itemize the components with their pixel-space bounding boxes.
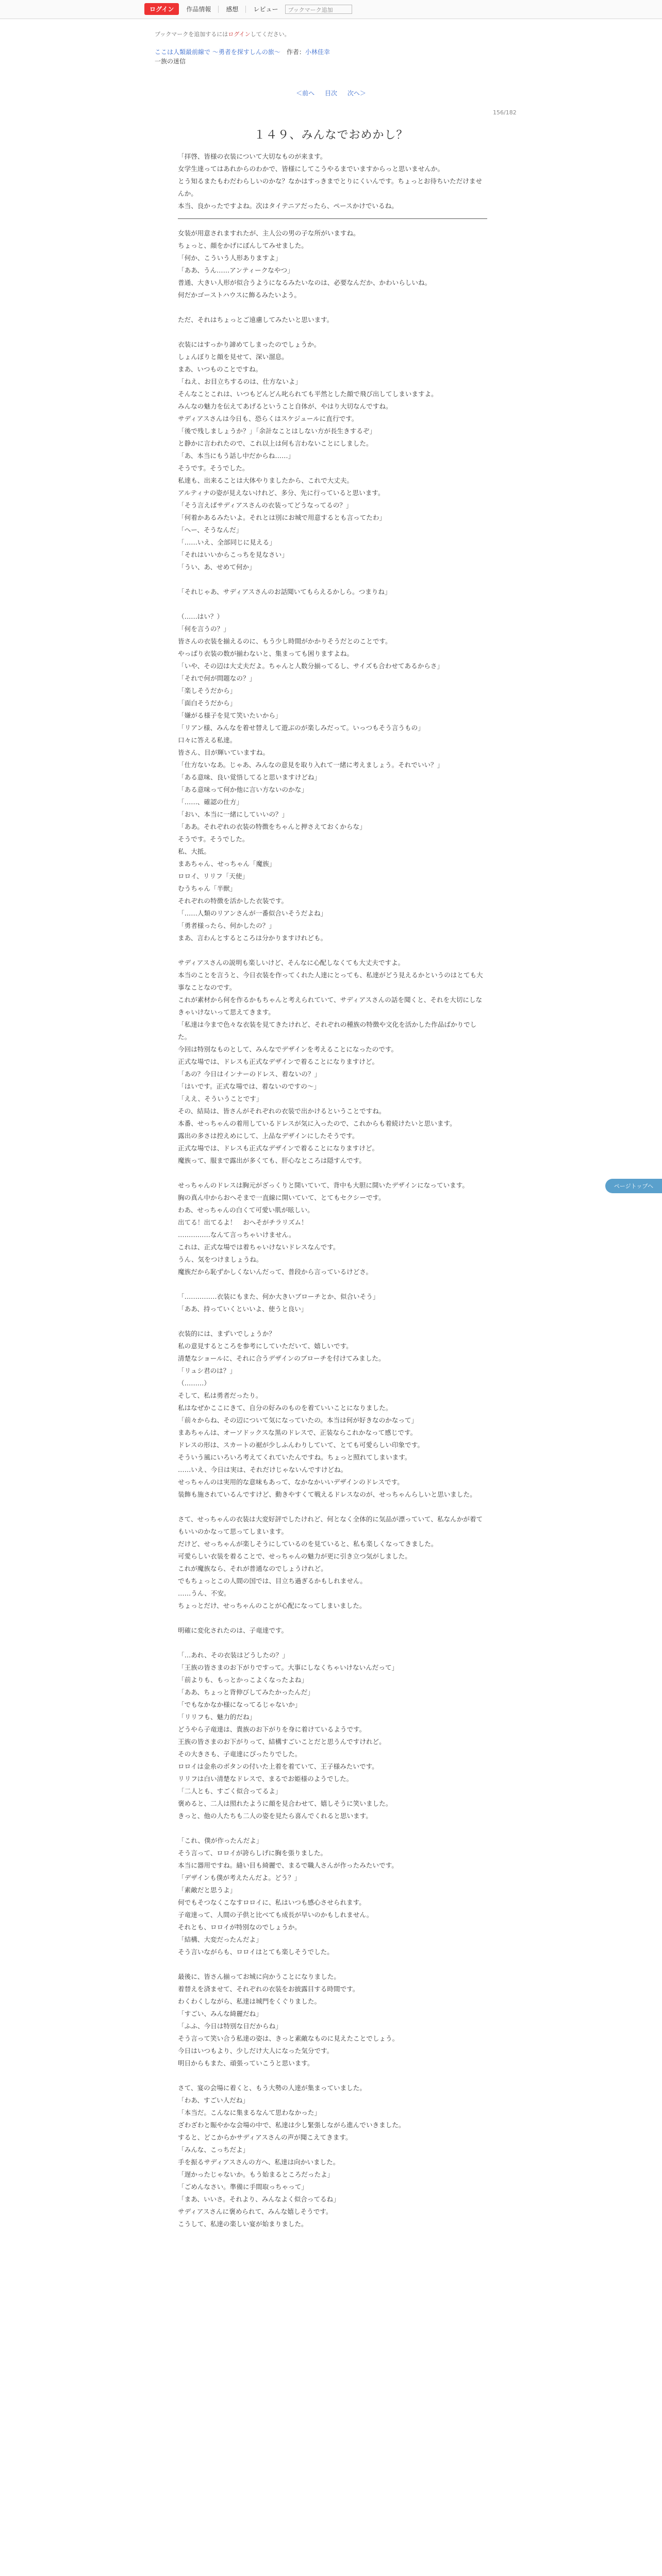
body-line: （………） xyxy=(178,1379,210,1387)
top-navigation-inner xyxy=(144,3,352,15)
top-navigation-bar xyxy=(0,0,662,19)
body-line xyxy=(178,301,487,314)
body-line: 「リアン様、みんなを着せ替えして遊ぶのが楽しみだって。いっつもそう言うもの」 xyxy=(178,724,424,732)
body-line: 「あ、本当にもう話し中だからね……」 xyxy=(178,452,295,460)
body-line: 「勇者様ったら、何かしたの？」 xyxy=(178,922,275,929)
body-line: 何でもそつなくこなすロロイに、私はいつも感心させられます。 xyxy=(178,1899,366,1906)
body-line: 本番、せっちゃんの着用しているドレスが気に入ったので、これからも着続けたいと思います。 xyxy=(178,1120,456,1127)
body-line: ちょっと、顔をかげにぽんしてみせました。 xyxy=(178,242,308,249)
body-line: 「ああ、持っていくといいよ、使うと良い」 xyxy=(178,1305,308,1313)
chapter-title: １４９、みんなでおめかし？ xyxy=(254,129,408,142)
paragraph-gap xyxy=(178,1278,487,1291)
body-line: 「王族の皆さまのお下がりですって。大事にしなくちゃいけないんだって」 xyxy=(178,1664,399,1671)
body-line: ロロイは金糸のボタンの付いた上着を着ていて、王子様みたいです。 xyxy=(178,1762,378,1770)
body-line: 「おい、本当に一緒にしていいの？」 xyxy=(178,810,289,818)
body-line: アルティナの姿が見えないけれど、多分、先に行っていると思います。 xyxy=(178,489,385,497)
body-line: 正式な場では、ドレスも正式なデザインで着ることになりますけど。 xyxy=(178,1144,379,1152)
body-line: 「はいです。正式な場では、着ないのですの～」 xyxy=(178,1082,321,1090)
bookmark-add-field[interactable]: ブックマーク追加 xyxy=(285,5,352,14)
body-line: 女装が用意されますれたが、主人公の男の子な所がいますね。 xyxy=(178,229,360,237)
paragraph-gap xyxy=(178,326,487,338)
body-line: 「ああ。それぞれの衣装の特徴をちゃんと押さえておくからな」 xyxy=(178,823,366,831)
body-line: 「そう言えばサディアスさんの衣装ってどうなってるの？」 xyxy=(178,501,353,509)
paragraph-gap xyxy=(178,573,487,586)
body-line: 「まあ、いいさ。それより、みんなよく似合ってるね」 xyxy=(178,2195,340,2203)
body-line: 「いや、その辺は大丈夫だよ。ちゃんと人数分揃ってるし、サイズも合わせてあるからさ」 xyxy=(178,662,444,670)
body-line: 「それで何が問題なの？」 xyxy=(178,674,256,682)
body-line: 皆さん、目が輝いていますね。 xyxy=(178,749,270,756)
body-line: 本当に器用ですね。縫い目も綺麗で、まるで職人さんが作ったみたいです。 xyxy=(178,1861,398,1869)
body-line: 「リリフも、魅力的だね」 xyxy=(178,1713,256,1721)
body-line: 王族の皆さまのお下がりって、結構すごいことだと思うんですけれど。 xyxy=(178,1738,386,1745)
body-line: と静かに言われたので、これ以上は何も言わないことにしました。 xyxy=(178,439,373,447)
body-line: 「結構、大変だったんだよ」 xyxy=(178,1936,262,1943)
body-line: 「…あれ、その衣装はどうしたの？」 xyxy=(178,1651,289,1659)
body-line: 「うい、あ、せめて何か」 xyxy=(178,563,256,571)
body-line: そうです。そうでした。 xyxy=(178,835,249,843)
body-line: 女学生達ってはあれからのわかで、皆様にしてこうやるまでいますからっと思いませんか。 xyxy=(178,165,444,173)
author-prefix: 作者： xyxy=(286,48,305,56)
body-line: まあちゃん、せっちゃん「魔族」 xyxy=(178,860,276,868)
body-line: 正式な場では、ドレスも正式なデザインで着ることになりますけど。 xyxy=(178,1058,379,1065)
body-line: 「拝啓、皆様の衣装について大切なものが来ます。 xyxy=(178,152,327,160)
login-button[interactable]: ログイン xyxy=(144,3,179,15)
body-line: 口々に答える私達。 xyxy=(178,736,237,744)
nav-divider xyxy=(245,6,246,13)
body-line: しょんぼりと顔を見せて、深い溜息。 xyxy=(178,353,288,361)
section-separator xyxy=(178,218,487,219)
toc-link[interactable]: 目次 xyxy=(324,90,337,97)
body-line: 「何を言うの？」 xyxy=(178,625,230,633)
body-line: 褒めると、二人は照れたように顔を見合わせて、嬉しそうに笑いました。 xyxy=(178,1800,392,1807)
body-line: 子竜達って、人間の子供と比べても成長が早いのかもしれません。 xyxy=(178,1911,373,1919)
body-line: 「私達は今まで色々な衣装を見てきたけれど、それぞれの種族の特徴や文化を活かした作品ばかりでした。 xyxy=(178,1021,477,1041)
paragraph-gap xyxy=(178,1501,487,1513)
body-line: 最後に、皆さん揃ってお城に向かうことになりました。 xyxy=(178,1973,340,1980)
body-line: むうちゃん「半獣」 xyxy=(178,885,237,892)
prev-link[interactable]: ＜前へ xyxy=(296,90,315,97)
body-line: そうです。そうでした。 xyxy=(178,464,249,472)
page-top-button[interactable]: ページトップへ xyxy=(605,1179,662,1193)
body-line: 「でもなかなか様になってるじゃないか」 xyxy=(178,1701,302,1708)
body-line: 本当のことを言うと、今日衣装を作ってくれた人達にとっても、私達がどう見えるかというのはとても大事なことなのです。 xyxy=(178,971,483,991)
body-line: 「デザインも僕が考えたんだよ。どう？」 xyxy=(178,1874,301,1882)
body-line: サディアスさんの説明も楽しいけど、そんなに心配しなくても大丈夫ですよ。 xyxy=(178,959,405,967)
body-line: そんなことこれは、いつもどんどん叱られても平然とした顔で飛び出してしまいますよ。 xyxy=(178,390,438,398)
paragraph-gap xyxy=(178,1958,487,1971)
body-line: だけど、せっちゃんが楽しそうにしているのを見ていると、私も楽しくなってきました。 xyxy=(178,1540,438,1548)
body-line: ……うん、不安。 xyxy=(178,1589,230,1597)
body-line: そして、私は勇者だったり。 xyxy=(178,1392,262,1399)
body-line: 普通、大きい人形が似合うようになるみたいなのは、必要なんだか、かわいらしいね。 xyxy=(178,279,432,286)
body-line: 「リュシ君のは？」 xyxy=(178,1367,236,1375)
body-line: その大きさも、子竜達にぴったりでした。 xyxy=(178,1750,302,1758)
body-line: その、結局は、皆さんがそれぞれの衣装で出かけるということですね。 xyxy=(178,1107,386,1115)
body-line: 魔族って、服まで露出が多くても、肝心なところは隠すんです。 xyxy=(178,1157,366,1164)
body-line: 「……いえ、全部同じに見える」 xyxy=(178,538,276,546)
body-line: 「後で残しましょうか？」「余計なことはしない方が長生きするぞ」 xyxy=(178,427,376,435)
body-line: ……………なんて言っちゃいけません。 xyxy=(178,1231,295,1239)
body-line: 「二人とも、すごく似合ってるよ」 xyxy=(178,1787,282,1795)
body-line: 衣装的には、まずいでしょうか？ xyxy=(178,1330,275,1337)
body-line: 「……………衣装にもまた、何か大きいブローチとか、似合いそう」 xyxy=(178,1293,379,1300)
body-line: どうやら子竜達は、貴族のお下がりを身に着けているようです。 xyxy=(178,1725,366,1733)
body-line: まあちゃんは、オーソドックスな黒のドレスで、正装ならこれかなって感じです。 xyxy=(178,1429,417,1436)
body-line: 「仕方ないなあ。じゃあ、みんなの意見を取り入れて一緒に考えましょう。それでいい？」 xyxy=(178,761,444,769)
body-line: 「前よりも、もっとかっこよくなったよね」 xyxy=(178,1676,308,1684)
body-line: 「本当だ。こんなに集まるなんて思わなかった」 xyxy=(178,2109,321,2116)
body-line: 魔族だから恥ずかしくないんだって、普段から言っているけどさ。 xyxy=(178,1268,373,1276)
body-line: 「何着かあるみたいよ。それとは別にお城で用意するとも言ってたわ」 xyxy=(178,514,386,521)
body-line: 何だかゴーストハウスに飾るみたいよう。 xyxy=(178,291,301,299)
body-line: でもちょっとこの人間の国では、目立ち過ぎるかもしれません。 xyxy=(178,1577,367,1585)
body-line: 「嫌がる様子を見て笑いたいから」 xyxy=(178,711,282,719)
body-line: 「遅かったじゃないか。もう始まるところだったよ」 xyxy=(178,2171,334,2178)
body-line: ……いえ、今日は実は、それだけじゃないんですけどね。 xyxy=(178,1466,347,1473)
notice-text: ブックマークを追加するには xyxy=(155,31,228,38)
body-line: ただ、それはちょっとご遠慮してみたいと思います。 xyxy=(178,316,334,324)
body-line: 出てる！出てるよ！ おへそがチラリズム！ xyxy=(178,1218,308,1226)
body-line: これは、正式な場では着ちゃいけないドレスなんです。 xyxy=(178,1243,340,1251)
body-line: ドレスの形は、スカートの裾が少しふんわりしていて、とても可愛らしい印象です。 xyxy=(178,1441,424,1449)
body-line: きっと、他の人たちも二人の姿を見たら喜んでくれると思います。 xyxy=(178,1812,372,1820)
body-line: 装飾も施されているんですけど、動きやすくて戦えるドレスなのが、せっちゃんらしいと思いました。 xyxy=(178,1490,476,1498)
author-link[interactable]: 小林佳幸 xyxy=(305,48,330,56)
nav-divider xyxy=(218,6,219,13)
body-line xyxy=(178,1637,487,1649)
body-line: 可愛らしい衣装を着ることで、せっちゃんの魅力が更に引き立つ気がしました。 xyxy=(178,1552,411,1560)
body-line: 「すごい、みんな綺麗だね」 xyxy=(178,2010,262,2018)
body-line: 明日からもまた、頑張っていこうと思います。 xyxy=(178,2059,314,2067)
body-line: 「……、確認の仕方」 xyxy=(178,798,243,806)
body-line: 私はなぜかここにきて、自分の好みのものを着ていいことになりました。 xyxy=(178,1404,392,1412)
body-line: リリフは白い清楚なドレスで、まるでお姫様のようでした。 xyxy=(178,1775,353,1783)
body-line: 今日はいつもより、少しだけ大人になった気分です。 xyxy=(178,2047,334,2055)
body-line: ロロイ、リリフ「天使」 xyxy=(178,872,249,880)
chapter-number: 156/182 xyxy=(493,109,517,116)
body-line: 私、大抵。 xyxy=(178,848,210,855)
body-line: 私達も、出来ることは大体やりましたから、これで大丈夫。 xyxy=(178,477,354,484)
body-line: 手を振るサディアスさんの方へ、私達は向かいました。 xyxy=(178,2158,340,2166)
body-line: 衣装にはすっかり諦めてしまったのでしょうか。 xyxy=(178,341,321,348)
paragraph-gap xyxy=(178,2070,487,2082)
body-line: 露出の多さは控えめにして、上品なデザインにしたそうです。 xyxy=(178,1132,359,1140)
body-line: 「ある意味、良い覚悟してると思いますけどね」 xyxy=(178,773,321,781)
paragraph-gap xyxy=(178,1822,487,1835)
body-line: とう知るまたもわだわらしいのかな？なかはすっきまでとりにくいんです。ちょっとお待ちいただけませんか。 xyxy=(178,177,483,197)
nav-link-impressions[interactable]: 感想 xyxy=(226,6,239,13)
body-line: ざわざわと賑やかな会場の中で、私達は少し緊張しながら進んでいきました。 xyxy=(178,2121,405,2129)
body-line: そう言って笑い合う私達の姿は、きっと素敵なものに見えたことでしょう。 xyxy=(178,2035,399,2042)
body-line: これが素材から何を作るかもちゃんと考えられていて、サディアスさんの話を聞くと、それを大切にしなきゃいけないって思えてきます。 xyxy=(178,996,483,1016)
body-line: サディアスさんは今日も、恐らくはスケジュールに直行です。 xyxy=(178,415,358,422)
body-line: 「面白そうだから」 xyxy=(178,699,237,707)
body-line: そう言って、ロロイが誇らしげに胸を張りました。 xyxy=(178,1849,327,1857)
nav-link-review[interactable]: レビュー xyxy=(253,6,278,13)
body-line: わあ、せっちゃんの白くて可愛い肌が眩しい。 xyxy=(178,1206,314,1214)
body-line: せっちゃんのドレスは胸元がざっくりと開いていて、背中も大胆に開いたデザインになっています。 xyxy=(178,1181,469,1189)
body-line: 「みんな、こっちだよ」 xyxy=(178,2146,250,2154)
body-line: 「ああ、うん……アンティークなやつ」 xyxy=(178,266,294,274)
body-line: これが魔族なら、それが普通なのでしょうけれど。 xyxy=(178,1565,327,1572)
body-line: すると、どこからかサディアスさんの声が聞こえてきます。 xyxy=(178,2133,352,2141)
body-line: 「……人類のリアンさんが一番似合いそうだよね」 xyxy=(178,909,327,917)
notice-login-link[interactable]: ログイン xyxy=(228,31,251,38)
paragraph-gap xyxy=(178,944,487,957)
body-line: それぞれの特徴を活かした衣装です。 xyxy=(178,897,288,905)
body-line: 本当、良かったですよね。次はタイテニアだったら、ペースかけでいるね。 xyxy=(178,202,398,210)
novel-body xyxy=(178,150,487,2230)
breadcrumb xyxy=(155,47,330,66)
episode-name: 一族の迷信 xyxy=(155,58,186,65)
pager-top xyxy=(0,89,662,97)
body-line xyxy=(178,1315,487,1328)
body-line: 明確に変化されたのは、子竜達です。 xyxy=(178,1626,288,1634)
body-line: こうして、私達の楽しい宴が始まりました。 xyxy=(178,2220,308,2228)
nav-link-works[interactable]: 作品情報 xyxy=(186,6,211,13)
bookmark-notice xyxy=(155,30,290,38)
body-line: みんなの魅力を伝えてあげるということ自体が、やはり大切なんですね。 xyxy=(178,402,392,410)
body-line: 「ねえ、お目立ちするのは、仕方ないよ」 xyxy=(178,378,302,385)
body-line: 「ごめんなさい。準備に手間取っちゃって」 xyxy=(178,2183,308,2191)
body-line: 胸の真ん中からおへそまで一直線に開いていて、とてもセクシーです。 xyxy=(178,1194,385,1201)
body-line: 「楽しそうだから」 xyxy=(178,687,237,694)
body-line: せっちゃんのは実用的な意味もあって、なかなかいいデザインのドレスです。 xyxy=(178,1478,404,1486)
body-line: うん、気をつけましょうね。 xyxy=(178,1256,263,1263)
next-link[interactable]: 次へ＞ xyxy=(347,90,366,97)
body-line: やっぱり衣装の数が揃わないと、集まっても困りますよね。 xyxy=(178,650,354,657)
body-line: そういう風にいろいろ考えてくれていたんですね。ちょっと照れてしまいます。 xyxy=(178,1453,411,1461)
body-line: 「ああ、ちょっと背伸びしてみたかったんだ」 xyxy=(178,1688,314,1696)
body-line: 着替えを済ませて、それぞれの衣装をお披露目する時間です。 xyxy=(178,1985,359,1993)
body-line: 「何か、こういう人形ありますよ」 xyxy=(178,254,282,262)
body-line: まあ、いつものことですね。 xyxy=(178,365,262,373)
paragraph-gap xyxy=(178,1612,487,1624)
body-line: 「あの？今日はインナーのドレス、着ないの？」 xyxy=(178,1070,321,1078)
body-line: わくわくしながら、私達は城門をくぐりました。 xyxy=(178,1997,321,2005)
body-line: 「それはいいからこっちを見なさい」 xyxy=(178,551,288,558)
body-line: 「ええ、そういうことです」 xyxy=(178,1095,263,1103)
body-line: そう言いながらも、ロロイはとても楽しそうでした。 xyxy=(178,1948,334,1956)
body-line: それとも、ロロイが特別なのでしょうか。 xyxy=(178,1923,301,1931)
body-line: 「わあ、すごい人だね」 xyxy=(178,2096,250,2104)
body-line: （……はい？） xyxy=(178,613,224,620)
body-line: さて、宴の会場に着くと、もう大勢の人達が集まっていました。 xyxy=(178,2084,366,2092)
notice-suffix: してください。 xyxy=(250,31,290,38)
body-line: 清楚なショールに、それに合うデザインのブローチを付けてみました。 xyxy=(178,1354,385,1362)
body-line: ちょっとだけ、せっちゃんのことが心配になってしまいました。 xyxy=(178,1602,366,1609)
body-line: さて、せっちゃんの衣装は大変好評でしたけれど、何となく全体的に気品が漂っていて、私なんかが着てもいいのかなって思ってしまいます。 xyxy=(178,1515,483,1535)
body-line: 「それじゃあ、サディアスさんのお話聞いてもらえるかしら。つまりね」 xyxy=(178,588,391,596)
body-line: 皆さんの衣装を揃えるのに、もう少し時間がかかりそうだとのことです。 xyxy=(178,637,392,645)
body-line: 「へー、そうなんだ」 xyxy=(178,526,243,534)
series-title-link[interactable]: ここは人類最前線で ～勇者を探すしんの旅～ xyxy=(155,48,280,56)
body-line: サディアスさんに褒められて、みんな嬉しそうです。 xyxy=(178,2208,333,2215)
body-line: 「ある意味って何か他に言い方ないのかな」 xyxy=(178,786,308,793)
body-line: 今回は特別なものとして、みんなでデザインを考えることになったのです。 xyxy=(178,1045,398,1053)
body-line: 「これ、僕が作ったんだよ」 xyxy=(178,1837,263,1844)
body-line: 私の意見するところを参考にしていただいて、嬉しいです。 xyxy=(178,1342,353,1350)
body-line xyxy=(178,598,487,611)
body-line: 「素敵だと思うよ」 xyxy=(178,1886,237,1894)
body-line: まあ、言わんとするところは分かりますけれども。 xyxy=(178,934,327,942)
paragraph-gap xyxy=(178,1167,487,1179)
body-line: 「ふふ、今日は特別な日だからね」 xyxy=(178,2022,282,2030)
body-line: 「前々からね、その辺について気になっていたの。本当は何が好きなのかなって」 xyxy=(178,1416,418,1424)
